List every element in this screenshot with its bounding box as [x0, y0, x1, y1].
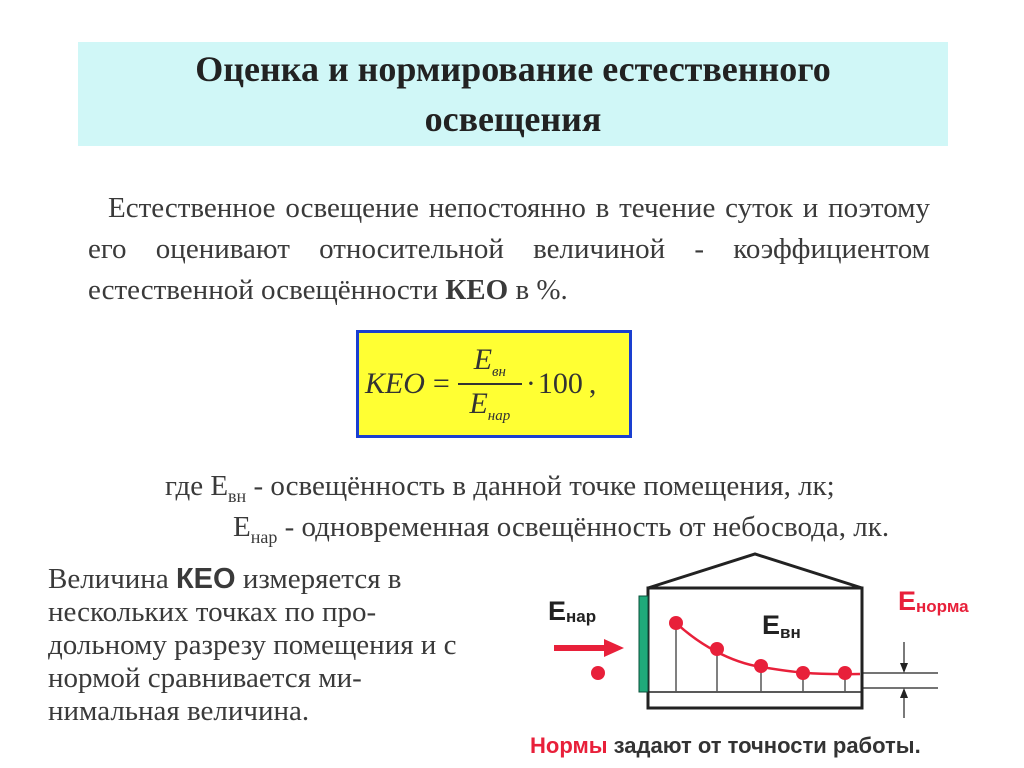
label-e-vn: Евн: [762, 610, 801, 642]
formula-multiply-dot: ·: [525, 367, 536, 400]
page-title: [195, 44, 830, 144]
intro-paragraph: [88, 188, 930, 311]
where-line-2: $Е_{нар}$ - одновременная освещённость от небосвода, лк.: [233, 511, 890, 547]
formula-equals: =: [432, 367, 450, 400]
norm-arrow-top-head: [900, 663, 908, 673]
formula-factor: 100: [537, 367, 583, 400]
formula-fraction: [458, 343, 522, 425]
window-pane: [639, 596, 648, 692]
left-keo-bold: КЕО: [175, 563, 236, 595]
intro-text-before: Естественное освещение непостоянно в течение суток и поэтому его оценивают относительной величиной - коэффициентом естественной освещённости: [88, 192, 930, 306]
norm-arrow-bottom-head: [900, 688, 908, 698]
outdoor-point: [591, 666, 605, 680]
measurement-stems: [676, 623, 845, 692]
measurement-paragraph: Величина КЕО измеряется в нескольких точках по про-дольному разрезу помещения и с нормой сравнивается ми-нимальная величина.: [48, 563, 457, 727]
incoming-light-arrow-head: [604, 639, 624, 657]
intro-keo-bold: КЕО: [445, 274, 509, 306]
formula-lhs: КЕО: [365, 367, 425, 400]
formula-comma: ,: [588, 367, 597, 400]
label-e-nar: Енар: [548, 596, 597, 626]
measurement-points: [669, 616, 852, 680]
title-line-1: Оценка и нормирование естественного: [195, 49, 831, 89]
formula-numerator: $E_{вн}$: [473, 343, 506, 380]
label-e-norma: Енорма: [898, 586, 969, 616]
formula-denominator: $E_{нар}$: [469, 387, 511, 424]
fraction-bar: [458, 383, 522, 385]
norms-note: Нормы задают от точности работы.: [530, 733, 921, 758]
where-line-1: где $Е_{вн}$ - освещённость в данной точке помещения, лк;: [165, 470, 835, 506]
title-banner: [78, 42, 948, 146]
roof-outline: [648, 554, 862, 588]
title-line-2: освещения: [424, 99, 602, 139]
room-outline: [648, 588, 862, 708]
intro-text-after: в %.: [508, 274, 568, 306]
keo-formula: [356, 330, 632, 438]
norms-word: Нормы: [530, 733, 608, 758]
room-section-diagram: [540, 550, 1000, 730]
